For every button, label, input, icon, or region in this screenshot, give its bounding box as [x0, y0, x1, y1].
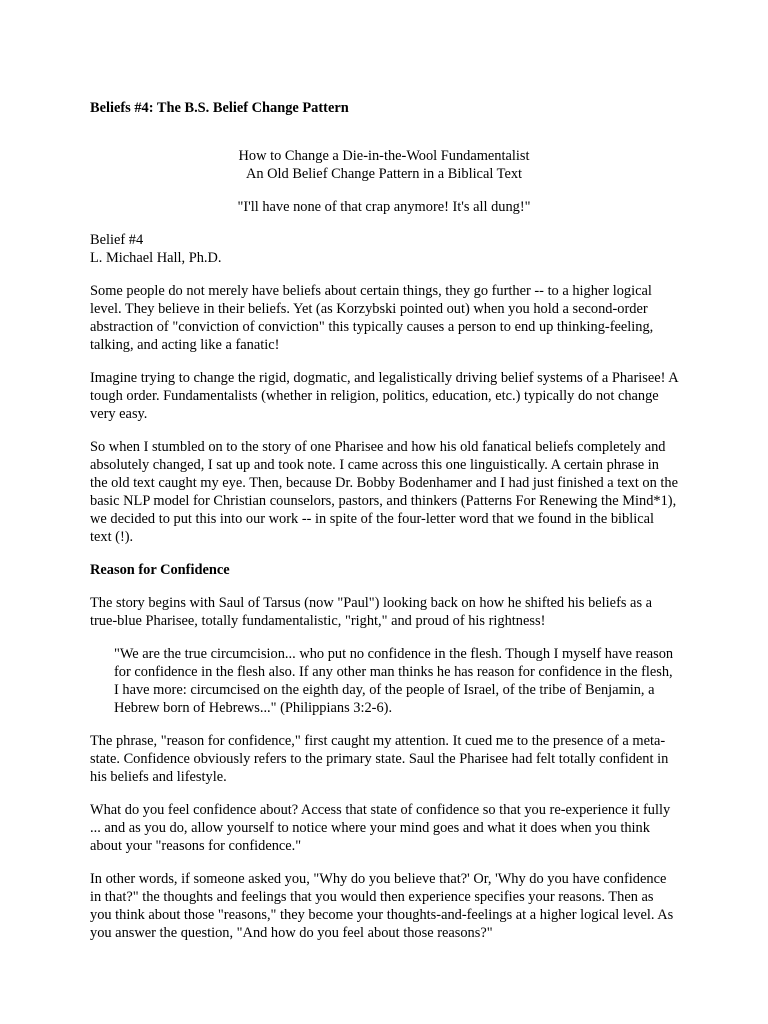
paragraph: Imagine trying to change the rigid, dogmatic, and legalistically driving belief systems of a Pharisee! A tough order. Fundamentalists (whether in religion, politics, education, etc.) typically do not change very easy.	[90, 370, 678, 422]
paragraph: The phrase, "reason for confidence," first caught my attention. It cued me to the presence of a meta-state. Confidence obviously refers to the primary state. Saul the Pharisee had felt totally confident in his beliefs and lifestyle.	[90, 733, 669, 785]
series-label: Belief #4	[90, 232, 144, 248]
paragraph: Some people do not merely have beliefs about certain things, they go further -- to a higher logical level. They believe in their beliefs. Yet (as Korzybski pointed out) when you hold a second-order abstraction of "conviction of conviction" this typically causes a person to end up thinking-feeling, talking, and acting like a fanatic!	[90, 283, 654, 353]
subtitle-line-2: An Old Belief Change Pattern in a Biblical Text	[245, 166, 523, 182]
epigraph: "I'll have none of that crap anymore! It's all dung!"	[237, 199, 531, 215]
author-name: L. Michael Hall, Ph.D.	[90, 250, 222, 266]
byline	[90, 231, 678, 267]
scripture-quote: "We are the true circumcision... who put no confidence in the flesh. Though I myself have reason for confidence in the flesh also. If any other man thinks he has reason for confidence in the flesh, I have more: circumcised on the eighth day, of the people of Israel, of the tribe of Benjamin, a Hebrew born of Hebrews..." (Philippians 3:2-6).	[114, 646, 674, 716]
document-title: Beliefs #4: The B.S. Belief Change Pattern	[90, 100, 349, 116]
paragraph: In other words, if someone asked you, "Why do you believe that?' Or, 'Why do you have confidence in that?" the thoughts and feelings that you would then experience specifies your reasons. Then as you think about those "reasons," they become your thoughts-and-feelings at a higher logical level. As you answer the question, "And how do you feel about those reasons?"	[90, 871, 674, 941]
section-heading: Reason for Confidence	[90, 562, 230, 578]
paragraph: So when I stumbled on to the story of one Pharisee and how his old fanatical beliefs completely and absolutely changed, I sat up and took note. I came across this one linguistically. A certain phrase in the old text caught my eye. Then, because Dr. Bobby Bodenhamer and I had just finished a text on the basic NLP model for Christian counselors, pastors, and thinkers (Patterns For Renewing the Mind*1), we decided to put this into our work -- in spite of the four-letter word that we found in the biblical text (!).	[90, 439, 678, 545]
paragraph: The story begins with Saul of Tarsus (now "Paul") looking back on how he shifted his beliefs as a true-blue Pharisee, totally fundamentalistic, "right," and proud of his rightness!	[90, 595, 653, 629]
subtitle-block	[90, 147, 678, 183]
subtitle-line-1: How to Change a Die-in-the-Wool Fundamentalist	[238, 148, 530, 164]
paragraph: What do you feel confidence about? Access that state of confidence so that you re-experience it fully ... and as you do, allow yourself to notice where your mind goes and what it does when you think about your "reasons for confidence."	[90, 802, 671, 854]
